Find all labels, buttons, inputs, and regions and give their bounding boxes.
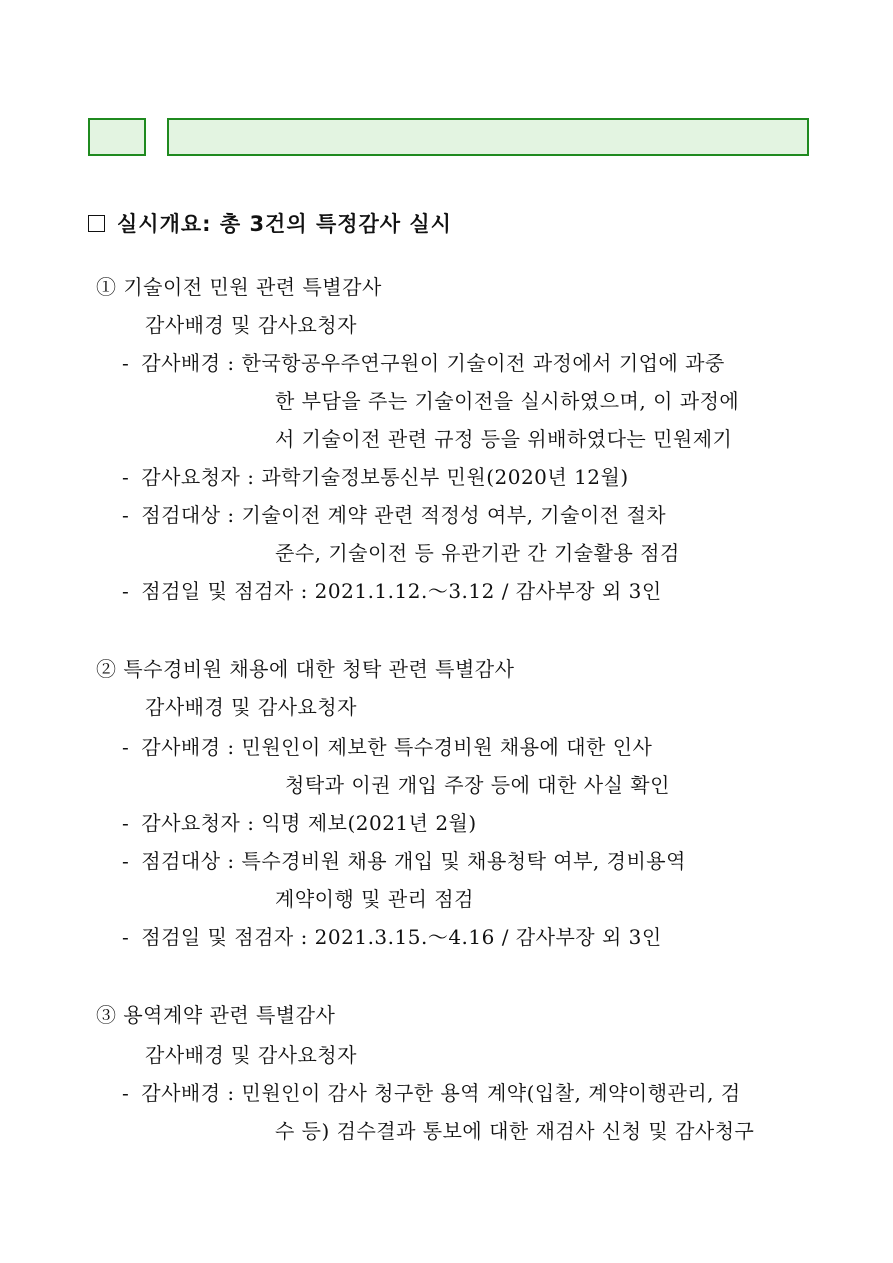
section-1-cont: 한 부담을 주는 기술이전을 실시하였으며, 이 과정에: [275, 389, 740, 413]
section-1-cont: 서 기술이전 관련 규정 등을 위배하였다는 민원제기: [275, 427, 733, 451]
section-1-title: ① 기술이전 민원 관련 특별감사: [96, 275, 382, 299]
section-2-item: - 점검대상 : 특수경비원 채용 개입 및 채용청탁 여부, 경비용역: [122, 849, 686, 873]
checkbox-square-icon: [88, 215, 105, 232]
section-2-item: - 감사요청자 : 익명 제보(2021년 2월): [122, 811, 477, 835]
section-heading: [88, 208, 452, 238]
section-3-cont: 수 등) 검수결과 통보에 대한 재검사 신청 및 감사청구: [275, 1119, 755, 1143]
section-1-cont: 준수, 기술이전 등 유관기관 간 기술활용 점검: [275, 541, 680, 565]
section-3-sub: 감사배경 및 감사요청자: [145, 1043, 357, 1067]
header-box-right: [167, 118, 809, 156]
section-2-cont: 청탁과 이권 개입 주장 등에 대한 사실 확인: [285, 773, 670, 797]
header-box-left: [88, 118, 146, 156]
section-2-cont: 계약이행 및 관리 점검: [275, 887, 474, 911]
section-1-item: - 감사요청자 : 과학기술정보통신부 민원(2020년 12월): [122, 465, 629, 489]
heading-text: 실시개요: 총 3건의 특정감사 실시: [117, 212, 452, 236]
section-2-item: - 감사배경 : 민원인이 제보한 특수경비원 채용에 대한 인사: [122, 735, 653, 759]
section-2-item: - 점검일 및 점검자 : 2021.3.15.～4.16 / 감사부장 외 3인: [122, 925, 662, 949]
section-2-title: ② 특수경비원 채용에 대한 청탁 관련 특별감사: [96, 657, 515, 681]
section-2-sub: 감사배경 및 감사요청자: [145, 695, 357, 719]
section-1-item: - 점검일 및 점검자 : 2021.1.12.～3.12 / 감사부장 외 3인: [122, 579, 662, 603]
section-3-title: ③ 용역계약 관련 특별감사: [96, 1003, 336, 1027]
section-1-item: - 감사배경 : 한국항공우주연구원이 기술이전 과정에서 기업에 과중: [122, 351, 725, 375]
section-1-sub: 감사배경 및 감사요청자: [145, 313, 357, 337]
section-3-item: - 감사배경 : 민원인이 감사 청구한 용역 계약(입찰, 계약이행관리, 검: [122, 1081, 741, 1105]
section-1-item: - 점검대상 : 기술이전 계약 관련 적정성 여부, 기술이전 절차: [122, 503, 667, 527]
